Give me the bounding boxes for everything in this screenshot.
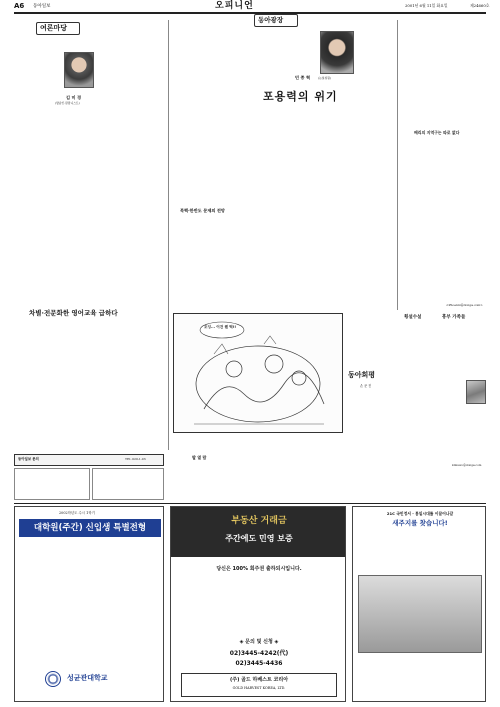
edition: 제24660호 xyxy=(470,3,490,8)
gold-ad-phone-1: 02)3445-4242(代) xyxy=(229,650,289,657)
right-ad-image xyxy=(358,575,482,653)
gold-ad-company-en: GOLD HARVEST KOREA, LTD. xyxy=(232,686,286,690)
right-column-email: kimuwo@donga.com xyxy=(452,463,482,467)
gold-ad-company: (주) 골드 하베스트 코리아 xyxy=(229,677,289,683)
author-name: 김 미 경 xyxy=(66,95,82,100)
paper-name: 동아일보 xyxy=(33,4,51,9)
right-top-text-2 xyxy=(402,138,486,303)
contact-phone: TEL 020-1-03 xyxy=(125,457,146,461)
right-ad-banner-1: 21C 국민정서 - 통일시대를 이끌어나갈 xyxy=(386,511,454,516)
school-name: 성균관대학교 xyxy=(67,674,108,682)
left-column-text xyxy=(14,110,86,303)
gold-ad-phone-2: 02)3445-4436 xyxy=(235,660,283,667)
columnist-title: (논설위원) xyxy=(318,76,331,80)
left-column-text-3 xyxy=(14,324,86,448)
contact-title: 동아일보 문의 xyxy=(18,457,39,461)
section-title: 오피니언 xyxy=(215,1,254,11)
right-column-label: 횡설수설 xyxy=(404,315,422,320)
right-ad-text xyxy=(358,531,482,571)
contact-table-2 xyxy=(92,468,164,500)
right-ad-banner-2: 새주지를 찾습니다! xyxy=(392,519,448,527)
center-col-text-2 xyxy=(173,218,243,308)
left-divider xyxy=(168,20,169,450)
columnist-name: 민 종 혁 xyxy=(295,75,311,80)
gold-ad-inquiry: ◈ 문의 및 신청 ◈ xyxy=(239,639,279,645)
cartoon-title: 동아희평 xyxy=(348,371,376,379)
main-headline: 포용력의 위기 xyxy=(263,90,338,103)
masthead-rule xyxy=(14,12,486,14)
center-col-text-3 xyxy=(249,108,319,308)
columnist-photo xyxy=(320,31,354,74)
gold-harvest-ad xyxy=(170,506,346,702)
cartoon-speech: 오잉... 이건 웬 떡!! xyxy=(204,325,236,329)
right-top-signature: <Phoenix@donga.com> xyxy=(446,303,483,307)
gold-ad-headline: 부동산 거래금 xyxy=(231,516,287,526)
right-ad xyxy=(352,506,486,702)
ad-banner: 대학원(주간) 신입생 특별전형 xyxy=(19,519,161,537)
center-right-divider xyxy=(397,20,398,310)
column-label: 여론마당 xyxy=(40,24,68,32)
date-line: 2001년 6월 11일 화요일 xyxy=(405,3,448,8)
right-column-label-2: 흥부 가족들 xyxy=(442,315,466,320)
cartoon-frame xyxy=(173,313,343,433)
center-col-text-1 xyxy=(173,16,243,196)
cartoon-illustration xyxy=(174,314,342,432)
right-ad-text-2 xyxy=(358,657,482,699)
center-col-text-4 xyxy=(324,108,394,308)
ad-body-text xyxy=(20,541,160,661)
author-photo xyxy=(64,52,94,88)
center-column-label: 동아광장 xyxy=(258,16,284,24)
university-emblem xyxy=(45,671,61,687)
contact-table-1 xyxy=(14,468,90,500)
left-column-text-4 xyxy=(91,324,163,448)
left-column-text-2 xyxy=(91,110,163,303)
author-title: (방송인·칼럼니스트) xyxy=(55,101,80,105)
cartoon-artist: 손 문 진 xyxy=(360,384,372,388)
right-column-photo xyxy=(466,380,486,404)
right-column-text xyxy=(400,323,440,463)
bottom-middle-text xyxy=(170,464,248,500)
page-number: A6 xyxy=(14,2,25,10)
bottom-column-label: 발 열 람 xyxy=(192,455,207,460)
university-ad xyxy=(14,506,164,702)
cartoon-side-text xyxy=(348,392,394,432)
ad-year-label: 2002학년도 수시 1학기 xyxy=(59,511,95,515)
gold-ad-bullets xyxy=(191,587,327,633)
right-top-headline: 배리의 지역구는 따로 없다 xyxy=(414,130,460,135)
gold-ad-slogan: 당신은 100% 회주권 출하되시입니다. xyxy=(216,566,302,572)
center-bottom-text xyxy=(250,436,394,488)
left-headline: 차별·전문화한 영어교육 급하다 xyxy=(29,309,118,317)
center-subhead: 북핵·한반도 문제의 전망 xyxy=(180,208,225,213)
gold-ad-subline: 주간에도 민영 보증 xyxy=(225,534,293,543)
right-top-text xyxy=(402,16,486,128)
ad-section-rule xyxy=(14,503,486,504)
